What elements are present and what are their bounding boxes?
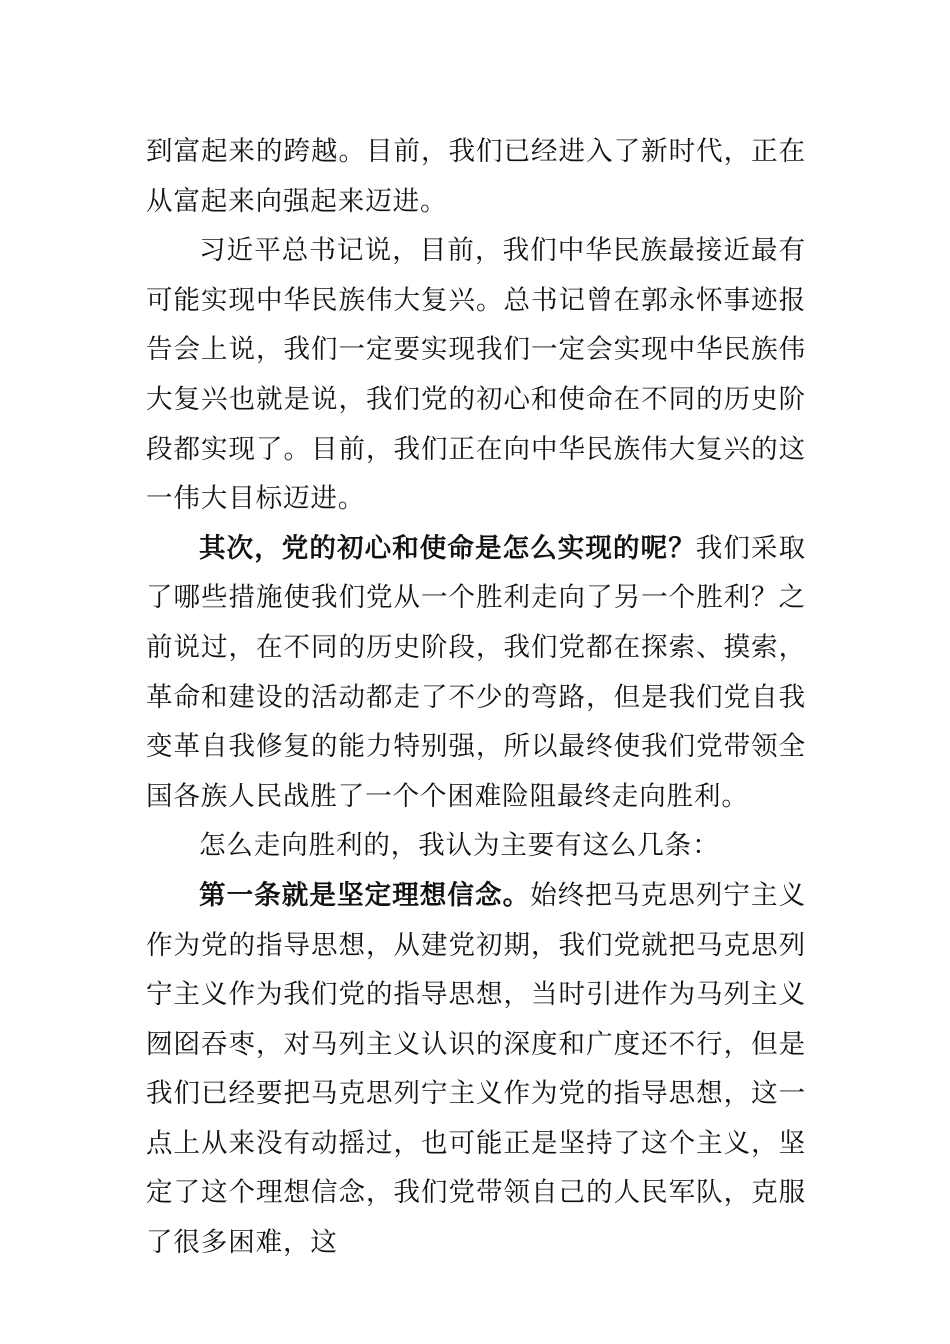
paragraph-text: 到富起来的跨越。目前，我们已经进入了新时代，正在从富起来向强起来迈进。 bbox=[146, 136, 806, 217]
paragraph-bold-lead: 第一条就是坚定理想信念。 bbox=[199, 879, 531, 911]
paragraph-how-achieved bbox=[146, 524, 806, 822]
paragraph-text: 怎么走向胜利的，我认为主要有这么几条： bbox=[199, 830, 720, 862]
paragraph-text: 我们采取了哪些措施使我们党从一个胜利走向了另一个胜利？之前说过，在不同的历史阶段，我们党都在探索、摸索，革命和建设的活动都走了不少的弯路，但是我们党自我变革自我修复的能力特别强，所以最终使我们党带领全国各族人民战胜了一个个困难险阻最终走向胜利。 bbox=[146, 532, 806, 812]
paragraph-text: 习近平总书记说，目前，我们中华民族最接近最有可能实现中华民族伟大复兴。总书记曾在郭永怀事迹报告会上说，我们一定要实现我们一定会实现中华民族伟大复兴也就是说，我们党的初心和使命在不同的历史阶段都实现了。目前，我们正在向中华民族伟大复兴的这一伟大目标迈进。 bbox=[146, 235, 806, 515]
paragraph-text: 始终把马克思列宁主义作为党的指导思想，从建党初期，我们党就把马克思列宁主义作为我们党的指导思想，当时引进作为马列主义囫囵吞枣，对马列主义认识的深度和广度还不行，但是我们已经要把马克思列宁主义作为党的指导思想，这一点上从来没有动摇过，也可能正是坚持了这个主义，坚定了这个理想信念，我们党带领自己的人民军队，克服了很多困难，这 bbox=[146, 879, 806, 1259]
paragraph-point-one bbox=[146, 871, 806, 1268]
paragraph-bold-lead: 其次，党的初心和使命是怎么实现的呢？ bbox=[199, 532, 696, 564]
paragraph-xi-quote bbox=[146, 226, 806, 524]
document-body bbox=[146, 127, 806, 1268]
paragraph-continuation bbox=[146, 127, 806, 226]
paragraph-intro-points bbox=[146, 821, 806, 871]
